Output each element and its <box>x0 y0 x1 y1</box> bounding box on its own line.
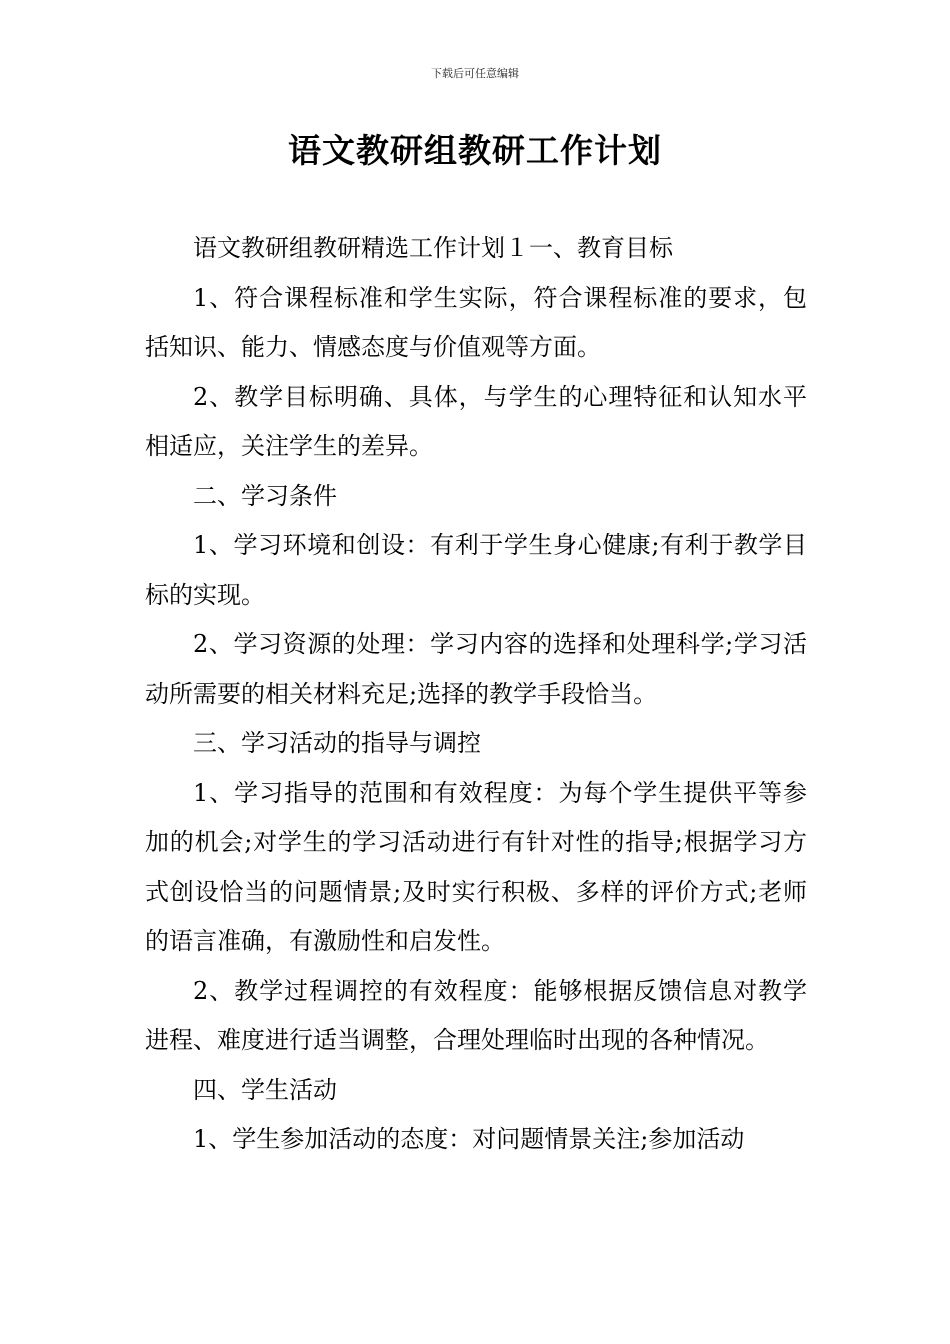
section-heading: 四、学生活动 <box>193 1075 337 1104</box>
paragraph: 1、学生参加活动的态度：对问题情景关注;参加活动 <box>193 1125 745 1153</box>
paragraph: 1、符合课程标准和学生实际，符合课程标准的要求，包括知识、能力、情感态度与价值观等方面。 <box>145 283 807 361</box>
paragraph: 1、学习环境和创设：有利于学生身心健康;有利于教学目标的实现。 <box>145 531 807 609</box>
paragraph: 2、学习资源的处理：学习内容的选择和处理科学;学习活动所需要的相关材料充足;选择的教学手段恰当。 <box>145 630 807 708</box>
document-title: 语文教研组教研工作计划 <box>288 131 662 170</box>
paragraph: 2、教学目标明确、具体，与学生的心理特征和认知水平相适应，关注学生的差异。 <box>145 382 807 460</box>
header-note: 下载后可任意编辑 <box>431 67 519 80</box>
document-body <box>145 224 807 1165</box>
section-heading: 二、学习条件 <box>193 481 337 510</box>
paragraph: 1、学习指导的范围和有效程度：为每个学生提供平等参加的机会;对学生的学习活动进行有针对性的指导;根据学习方式创设恰当的问题情景;及时实行积极、多样的评价方式;老师的语言准确，有激励性和启发性。 <box>145 778 807 955</box>
paragraph: 语文教研组教研精选工作计划１一、教育目标 <box>193 234 673 262</box>
section-heading: 三、学习活动的指导与调控 <box>193 729 481 757</box>
paragraph: 2、教学过程调控的有效程度：能够根据反馈信息对教学进程、难度进行适当调整，合理处理临时出现的各种情况。 <box>145 976 807 1054</box>
